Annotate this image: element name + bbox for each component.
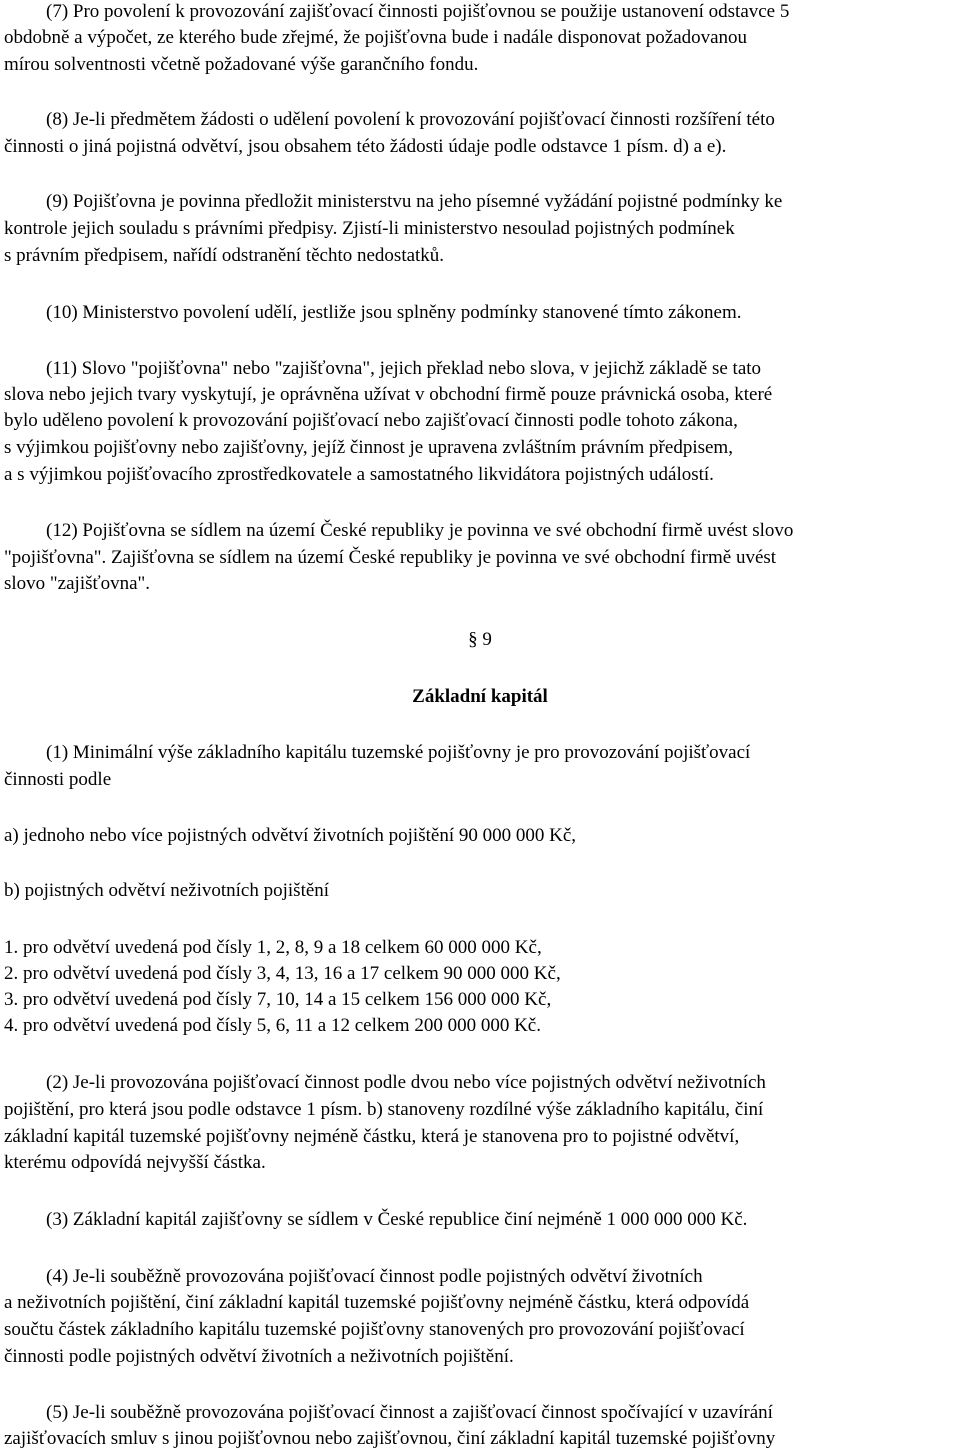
item-b-1: 1. pro odvětví uvedená pod čísly 1, 2, 8, 9 a 18 celkem 60 000 000 Kč, [4, 937, 542, 958]
para-7-line-2: obdobně a výpočet, ze kterého bude zřejmé, že pojišťovna bude i nadále disponovat požadovanou [4, 27, 748, 48]
item-b-4: 4. pro odvětví uvedená pod čísly 5, 6, 11 a 12 celkem 200 000 000 Kč. [4, 1015, 541, 1036]
para-11-line-5: a s výjimkou pojišťovacího zprostředkovatele a samostatného likvidátora pojistných událostí. [4, 464, 714, 485]
section-heading: Základní kapitál [412, 686, 548, 707]
item-b: b) pojistných odvětví neživotních pojištění [4, 880, 330, 901]
para-11-line-4: s výjimkou pojišťovny nebo zajišťovny, jejíž činnost je upravena zvláštním právním předpisem, [4, 437, 733, 458]
s9-para-4-line-4: činnosti podle pojistných odvětví životních a neživotních pojištění. [4, 1346, 514, 1367]
para-12-line-3: slovo "zajišťovna". [4, 573, 151, 594]
s9-para-4-line-1: (4) Je-li souběžně provozována pojišťovací činnost podle pojistných odvětví životních [46, 1266, 703, 1287]
para-10-line-1: (10) Ministerstvo povolení udělí, jestliže jsou splněny podmínky stanovené tímto zákonem. [46, 302, 742, 323]
s9-para-5-line-2: zajišťovacích smluv s jinou pojišťovnou nebo zajišťovnou, činí základní kapitál tuzemské pojišťovny [4, 1428, 776, 1449]
para-7-line-3: mírou solventnosti včetně požadované výše garančního fondu. [4, 54, 479, 75]
para-12-line-2: "pojišťovna". Zajišťovna se sídlem na území České republiky je povinna ve své obchodní firmě uvést [4, 547, 777, 568]
s9-para-1-line-1: (1) Minimální výše základního kapitálu tuzemské pojišťovny je pro provozování pojišťovací [46, 742, 751, 763]
s9-para-5-line-1: (5) Je-li souběžně provozována pojišťovací činnost a zajišťovací činnost spočívající v uzavírání [46, 1402, 773, 1423]
s9-para-2-line-4: kterému odpovídá nejvyšší částka. [4, 1152, 266, 1173]
para-11-line-2: slova nebo jejich tvary vyskytují, je oprávněna užívat v obchodní firmě pouze právnická osoba, které [4, 384, 773, 405]
s9-para-4-line-2: a neživotních pojištění, činí základní kapitál tuzemské pojišťovny nejméně částku, která odpovídá [4, 1292, 750, 1313]
para-12-line-1: (12) Pojišťovna se sídlem na území České republiky je povinna ve své obchodní firmě uvést slovo [46, 520, 794, 541]
para-11-line-1: (11) Slovo "pojišťovna" nebo "zajišťovna", jejich překlad nebo slova, v jejichž základě se tato [46, 358, 762, 379]
para-7-line-1: (7) Pro povolení k provozování zajišťovací činnosti pojišťovnou se použije ustanovení odstavce 5 [46, 1, 790, 22]
item-a: a) jednoho nebo více pojistných odvětví životních pojištění 90 000 000 Kč, [4, 825, 577, 846]
s9-para-2-line-2: pojištění, pro která jsou podle odstavce 1 písm. b) stanoveny rozdílné výše základního kapitálu, činí [4, 1099, 764, 1120]
section-number: § 9 [468, 629, 492, 650]
para-8-line-1: (8) Je-li předmětem žádosti o udělení povolení k provozování pojišťovací činnosti rozšíření této [46, 109, 775, 130]
s9-para-2-line-3: základní kapitál tuzemské pojišťovny nejméně částku, která je stanovena pro to pojistné odvětví, [4, 1126, 740, 1147]
para-8-line-2: činnosti o jiná pojistná odvětví, jsou obsahem této žádosti údaje podle odstavce 1 písm. d) a e). [4, 136, 727, 157]
item-b-2: 2. pro odvětví uvedená pod čísly 3, 4, 13, 16 a 17 celkem 90 000 000 Kč, [4, 963, 561, 984]
para-9-line-1: (9) Pojišťovna je povinna předložit ministerstvu na jeho písemné vyžádání pojistné podmínky ke [46, 191, 783, 212]
s9-para-2-line-1: (2) Je-li provozována pojišťovací činnost podle dvou nebo více pojistných odvětví neživotních [46, 1072, 766, 1093]
para-9-line-3: s právním předpisem, nařídí odstranění těchto nedostatků. [4, 245, 445, 266]
s9-para-1-line-2: činnosti podle [4, 769, 112, 790]
item-b-3: 3. pro odvětví uvedená pod čísly 7, 10, 14 a 15 celkem 156 000 000 Kč, [4, 989, 552, 1010]
para-9-line-2: kontrole jejich souladu s právními předpisy. Zjistí-li ministerstvo nesoulad pojistných podmínek [4, 218, 735, 239]
s9-para-4-line-3: součtu částek základního kapitálu tuzemské pojišťovny stanovených pro provozování pojišťovací [4, 1319, 745, 1340]
para-11-line-3: bylo uděleno povolení k provozování pojišťovací nebo zajišťovací činnosti podle tohoto zákona, [4, 410, 738, 431]
s9-para-3-line-1: (3) Základní kapitál zajišťovny se sídlem v České republice činí nejméně 1 000 000 000 Kč. [46, 1209, 748, 1230]
